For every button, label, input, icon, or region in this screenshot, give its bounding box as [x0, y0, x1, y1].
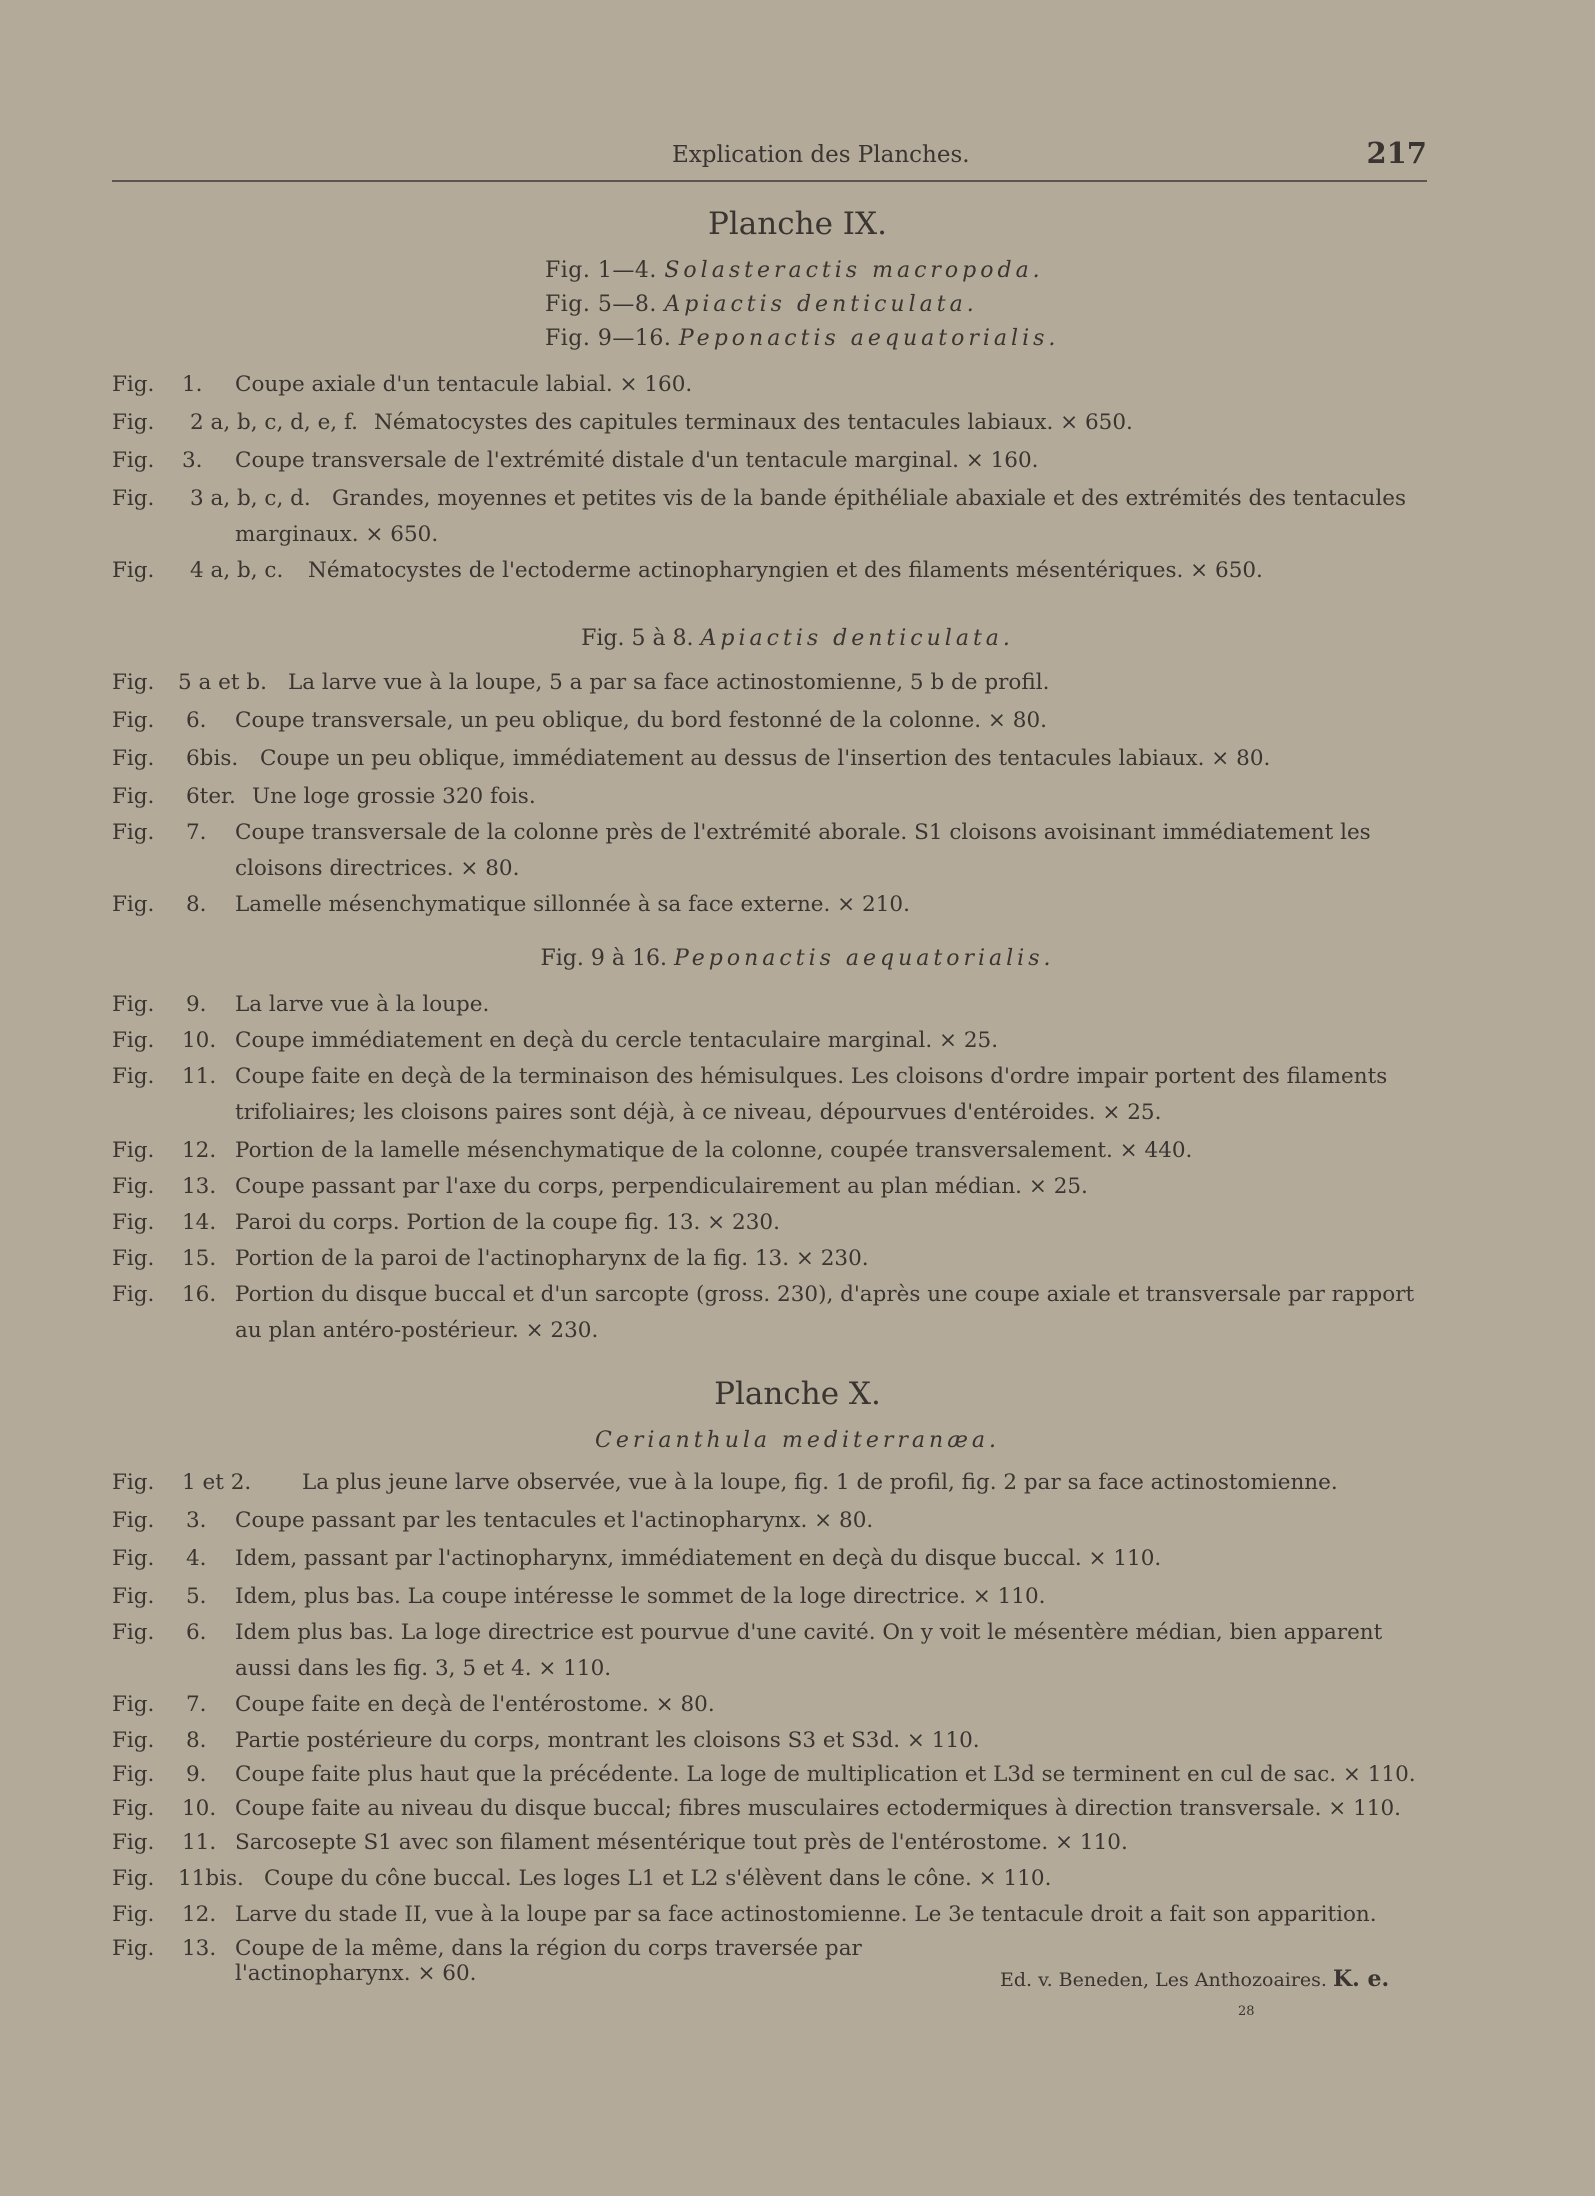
fig-number: 2 a, b, c, d, e, f. [190, 410, 358, 435]
fig-caption: Portion de la lamelle mésenchymatique de la colonne, coupée transversalement. × 440. [235, 1138, 1193, 1163]
fig-label: Fig. [112, 1138, 155, 1163]
running-header [112, 136, 1427, 182]
fig-number: 13. [182, 1174, 217, 1199]
fig-caption: Coupe passant par les tentacules et l'actinopharynx. × 80. [235, 1508, 874, 1533]
fig-label: Fig. [112, 1064, 155, 1089]
fig-caption: Coupe passant par l'axe du corps, perpendiculairement au plan médian. × 25. [235, 1174, 1088, 1199]
fig-label: Fig. [112, 670, 155, 695]
fig-label: Fig. [112, 1174, 155, 1199]
summary-label: Fig. 9—16. [545, 326, 672, 351]
fig-label: Fig. [112, 1210, 155, 1235]
section-label: Fig. 9 à 16. [540, 946, 667, 971]
section-label: Fig. 5 à 8. [581, 626, 694, 651]
fig-label: Fig. [112, 746, 155, 771]
fig-caption: Coupe faite plus haut que la précédente. La loge de multiplication et L3d se terminent en cul de sac. × 110. [235, 1762, 1416, 1787]
fig-number: 13. [182, 1936, 217, 1961]
fig-number: 16. [182, 1282, 217, 1307]
fig-number: 12. [182, 1902, 217, 1927]
summary-species: Peponactis aequatorialis. [678, 326, 1060, 351]
fig-caption: Coupe immédiatement en deçà du cercle tentaculaire marginal. × 25. [235, 1028, 999, 1053]
fig-number: 11. [182, 1830, 217, 1855]
fig-caption: Coupe de la même, dans la région du corps traversée par l'actinopharynx. × 60. [235, 1936, 862, 1986]
summary-line [545, 326, 1059, 351]
fig-number: 8. [186, 892, 207, 917]
section-species: Apiactis denticulata. [700, 626, 1014, 651]
fig-label: Fig. [112, 820, 155, 845]
fig-number: 5. [186, 1584, 207, 1609]
fig-label: Fig. [112, 1584, 155, 1609]
publisher-credit: Ed. v. Beneden, Les Anthozoaires. [1000, 1969, 1327, 1991]
fig-number: 8. [186, 1728, 207, 1753]
fig-caption: Paroi du corps. Portion de la coupe fig. 13. × 230. [235, 1210, 780, 1235]
fig-label: Fig. [112, 1470, 155, 1495]
fig-number: 6. [186, 708, 207, 733]
fig-label: Fig. [112, 1028, 155, 1053]
fig-label: Fig. [112, 448, 155, 473]
fig-number: 4. [186, 1546, 207, 1571]
fig-caption: Coupe transversale de la colonne près de l'extrémité aborale. S1 cloisons avoisinant immédiatement les [235, 820, 1371, 845]
fig-caption: Portion de la paroi de l'actinopharynx de la fig. 13. × 230. [235, 1246, 869, 1271]
fig-number: 11bis. [178, 1866, 244, 1891]
fig-label: Fig. [112, 892, 155, 917]
running-title: Explication des Planches. [672, 142, 970, 168]
fig-caption-continued: cloisons directrices. × 80. [235, 856, 520, 881]
fig-caption: Nématocystes de l'ectoderme actinopharyngien et des filaments mésentériques. × 650. [308, 558, 1263, 583]
fig-number: 15. [182, 1246, 217, 1271]
summary-line [545, 292, 978, 317]
fig-number: 7. [186, 1692, 207, 1717]
fig-caption: Nématocystes des capitules terminaux des tentacules labiaux. × 650. [374, 410, 1133, 435]
fig-label: Fig. [112, 1830, 155, 1855]
fig-caption: La larve vue à la loupe. [235, 992, 490, 1017]
page-number: 217 [1366, 136, 1427, 170]
summary-label: Fig. 1—4. [545, 258, 657, 283]
section-heading [0, 1428, 1595, 1453]
fig-caption: Coupe un peu oblique, immédiatement au dessus de l'insertion des tentacules labiaux. × 80. [260, 746, 1271, 771]
summary-label: Fig. 5—8. [545, 292, 657, 317]
signature-mark: 28 [1238, 2004, 1255, 2019]
fig-caption: Lamelle mésenchymatique sillonnée à sa face externe. × 210. [235, 892, 910, 917]
fig-label: Fig. [112, 1508, 155, 1533]
fig-number: 11. [182, 1064, 217, 1089]
fig-label: Fig. [112, 708, 155, 733]
section-heading [0, 946, 1595, 971]
fig-caption: Idem plus bas. La loge directrice est pourvue d'une cavité. On y voit le mésentère médian, bien apparent [235, 1620, 1383, 1645]
fig-number: 1. [182, 372, 203, 397]
fig-label: Fig. [112, 558, 155, 583]
fig-number: 3 a, b, c, d. [190, 486, 311, 511]
fig-label: Fig. [112, 1282, 155, 1307]
fig-caption: Coupe transversale, un peu oblique, du bord festonné de la colonne. × 80. [235, 708, 1047, 733]
fig-caption: Partie postérieure du corps, montrant les cloisons S3 et S3d. × 110. [235, 1728, 980, 1753]
fig-label: Fig. [112, 1796, 155, 1821]
fig-number: 5 a et b. [178, 670, 267, 695]
fig-label: Fig. [112, 1728, 155, 1753]
fig-number: 12. [182, 1138, 217, 1163]
fig-number: 6. [186, 1620, 207, 1645]
fig-caption-continued: au plan antéro-postérieur. × 230. [235, 1318, 599, 1343]
fig-caption: Coupe faite au niveau du disque buccal; fibres musculaires ectodermiques à direction transversale. × 110. [235, 1796, 1401, 1821]
fig-label: Fig. [112, 1866, 155, 1891]
fig-label: Fig. [112, 1620, 155, 1645]
fig-caption: Larve du stade II, vue à la loupe par sa face actinostomienne. Le 3e tentacule droit a fait son apparition. [235, 1902, 1377, 1927]
fig-label: Fig. [112, 1246, 155, 1271]
fig-caption: Grandes, moyennes et petites vis de la bande épithéliale abaxiale et des extrémités des tentacules [332, 486, 1407, 511]
section-heading [0, 626, 1595, 651]
plate-title-x: Planche X. [714, 1376, 881, 1412]
fig-caption: Coupe faite en deçà de la terminaison des hémisulques. Les cloisons d'ordre impair portent des filaments [235, 1064, 1388, 1089]
fig-number: 7. [186, 820, 207, 845]
fig-label: Fig. [112, 992, 155, 1017]
section-species: Cerianthula mediterranæa. [595, 1428, 1000, 1453]
fig-caption-continued: aussi dans les fig. 3, 5 et 4. × 110. [235, 1656, 612, 1681]
fig-number: 1 et 2. [182, 1470, 252, 1495]
summary-species: Apiactis denticulata. [664, 292, 978, 317]
fig-caption: Idem, passant par l'actinopharynx, immédiatement en deçà du disque buccal. × 110. [235, 1546, 1162, 1571]
fig-caption: La plus jeune larve observée, vue à la loupe, fig. 1 de profil, fig. 2 par sa face actinostomienne. [302, 1470, 1338, 1495]
fig-caption: Sarcosepte S1 avec son filament mésentérique tout près de l'entérostome. × 110. [235, 1830, 1128, 1855]
fig-label: Fig. [112, 1546, 155, 1571]
fig-caption: Coupe faite en deçà de l'entérostome. × 80. [235, 1692, 715, 1717]
fig-number: 6ter. [186, 784, 236, 809]
fig-label: Fig. [112, 486, 155, 511]
fig-caption: La larve vue à la loupe, 5 a par sa face actinostomienne, 5 b de profil. [288, 670, 1050, 695]
section-species: Peponactis aequatorialis. [673, 946, 1055, 971]
fig-number: 6bis. [186, 746, 239, 771]
fig-caption-continued: trifoliaires; les cloisons paires sont déjà, à ce niveau, dépourvues d'entéroides. × 25. [235, 1100, 1162, 1125]
fig-caption-continued: marginaux. × 650. [235, 522, 439, 547]
fig-label: Fig. [112, 372, 155, 397]
footer-credit [1000, 1966, 1389, 1992]
summary-species: Solasteractis macropoda. [664, 258, 1044, 283]
fig-caption: Idem, plus bas. La coupe intéresse le sommet de la loge directrice. × 110. [235, 1584, 1046, 1609]
fig-caption: Coupe axiale d'un tentacule labial. × 160. [235, 372, 693, 397]
fig-number: 4 a, b, c. [190, 558, 284, 583]
fig-caption: Coupe du cône buccal. Les loges L1 et L2 s'élèvent dans le cône. × 110. [264, 1866, 1052, 1891]
fig-number: 3. [186, 1508, 207, 1533]
fig-caption: Coupe transversale de l'extrémité distale d'un tentacule marginal. × 160. [235, 448, 1039, 473]
publisher-mark: K. e. [1333, 1966, 1390, 1992]
fig-label: Fig. [112, 1902, 155, 1927]
plate-title-ix: Planche IX. [708, 206, 887, 242]
fig-number: 9. [186, 1762, 207, 1787]
fig-number: 9. [186, 992, 207, 1017]
summary-line [545, 258, 1044, 283]
fig-number: 10. [182, 1796, 217, 1821]
fig-number: 10. [182, 1028, 217, 1053]
fig-label: Fig. [112, 1692, 155, 1717]
fig-number: 14. [182, 1210, 217, 1235]
fig-label: Fig. [112, 1936, 155, 1961]
fig-label: Fig. [112, 784, 155, 809]
fig-label: Fig. [112, 410, 155, 435]
fig-caption: Portion du disque buccal et d'un sarcopte (gross. 230), d'après une coupe axiale et transversale par rapport [235, 1282, 1415, 1307]
fig-caption: Une loge grossie 320 fois. [252, 784, 536, 809]
fig-label: Fig. [112, 1762, 155, 1787]
fig-number: 3. [182, 448, 203, 473]
